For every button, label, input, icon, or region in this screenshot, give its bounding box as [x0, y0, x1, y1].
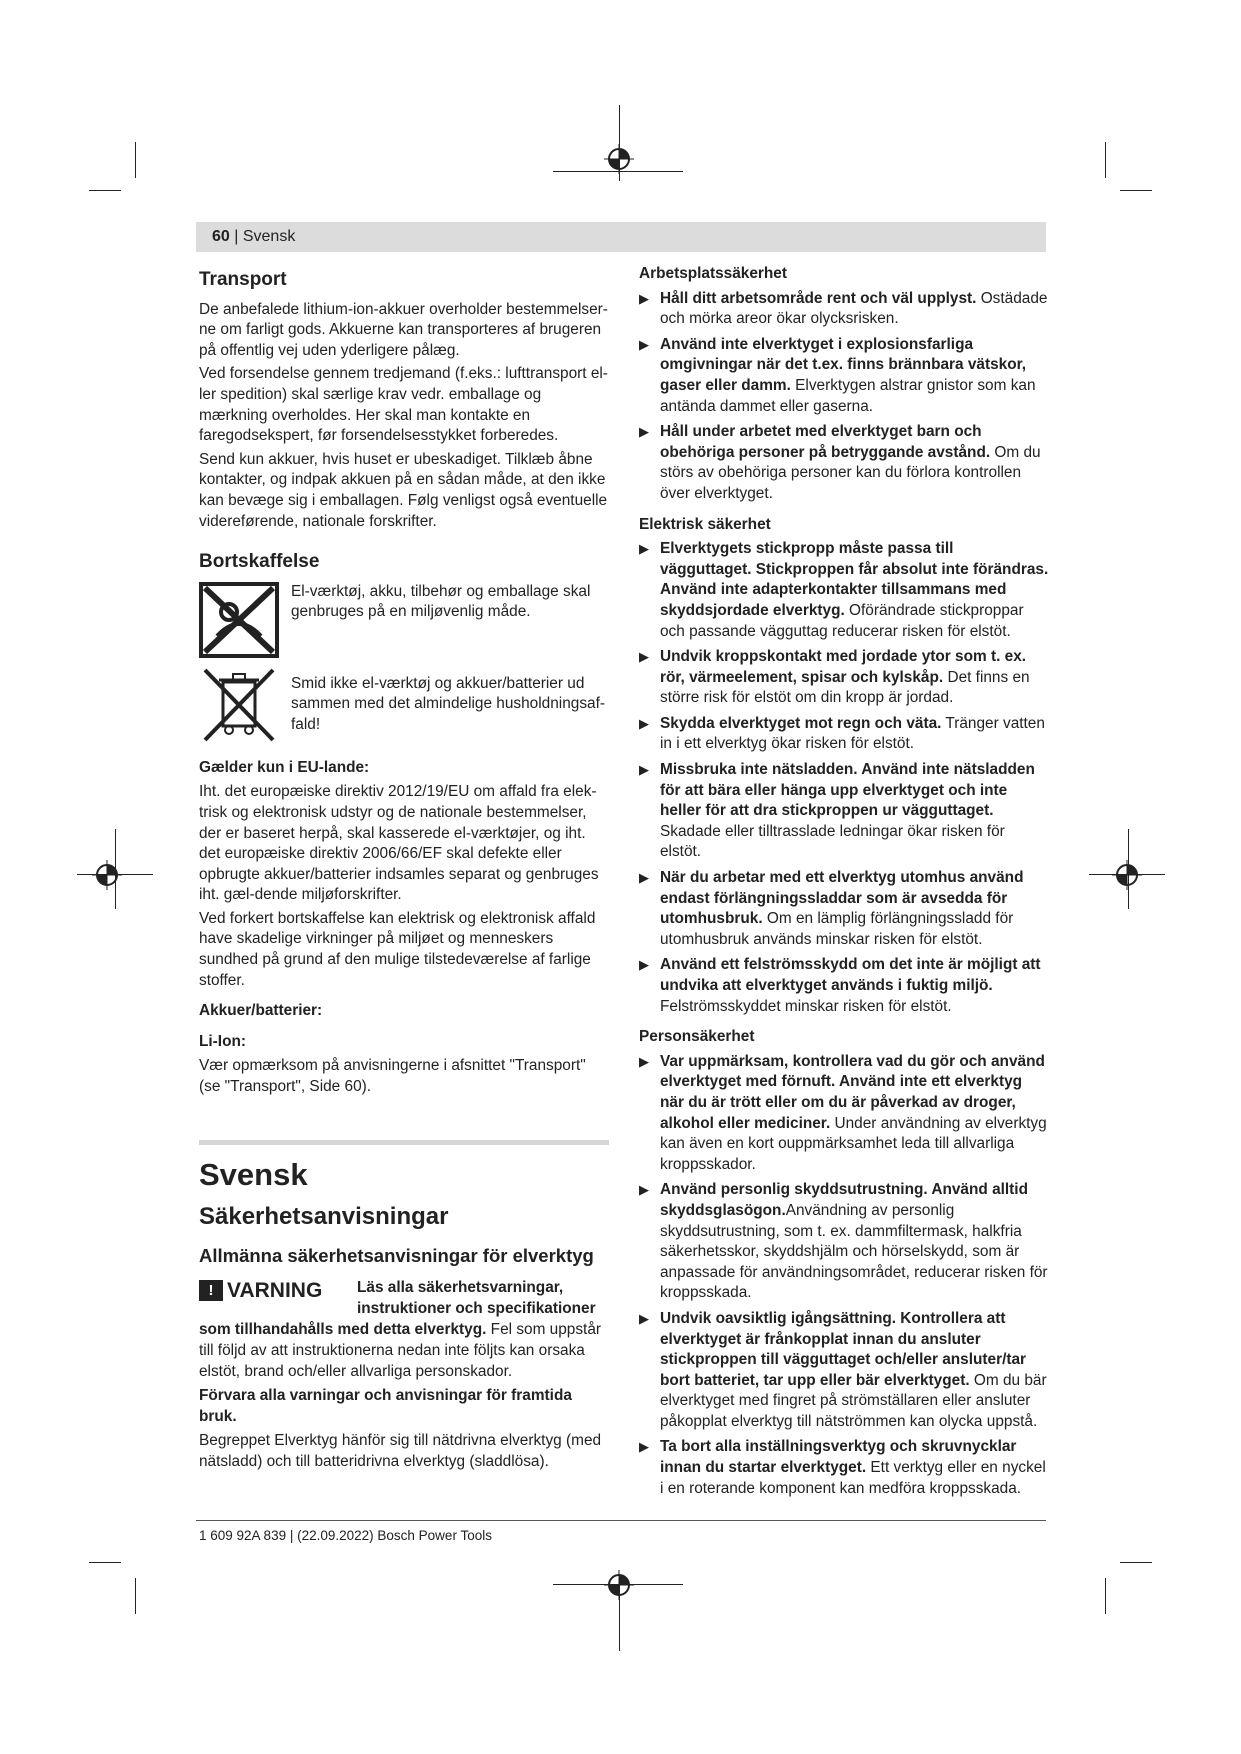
weee-notice	[199, 666, 609, 742]
batteries-heading: Akkuer/batterier:	[199, 1002, 323, 1020]
safety-list	[639, 1052, 1049, 1499]
bullet-icon: ▶	[639, 957, 649, 973]
bullet-icon: ▶	[639, 870, 649, 886]
bullet-icon: ▶	[639, 424, 649, 440]
bullet-icon: ▶	[639, 715, 649, 731]
header-language: Svensk	[242, 228, 296, 245]
bullet-icon: ▶	[639, 1310, 649, 1326]
list-item: ▶ Elverktygets stickpropp måste passa till vägguttaget. Stickproppen får absolut inte förändras. Använd inte adapterkontakter tillsammans med skyddsjordade elverktyg. Oförändrade stickproppar och passande vägguttag reducerar risken för elstöt.	[639, 540, 1049, 640]
list-item: ▶ Var uppmärksam, kontrollera vad du gör och använd elverktyget med förnuft. Använd inte ett elverktyg när du är trött eller om du är påverkad av droger, alkohol eller mediciner. Under användning av elverktyg kan även en kort ouppmärksamhet leda till allvarliga kroppsskador.	[639, 1052, 1047, 1173]
crop-mark	[89, 190, 121, 191]
warning-label-text: VARNING	[227, 1278, 323, 1302]
eu-paragraph-2: Ved forkert bortskaffelse kan elektrisk og elektronisk affald have skadelige virkninger på miljøet og menneskers sundhed på grund af den mulige tilstedeværelse af farlige stoffer.	[199, 909, 596, 989]
section-heading: Personsäkerhet	[639, 1028, 755, 1046]
warning-label	[199, 1280, 322, 1301]
list-item: ▶ Håll under arbetet med elverktyget barn och obehöriga personer på betryggande avstånd. Om du störs av obehöriga personer kan du förlora kontrollen över elverktyget.	[639, 423, 1041, 502]
keep-instructions	[199, 1386, 609, 1427]
warning-rest: Fel som uppstår till följd av att instruktionerna nedan inte följts kan orsaka elstöt, brand och/eller allvarliga personskador.	[199, 1321, 602, 1380]
bullet-icon: ▶	[639, 336, 649, 352]
registration-target-icon	[1112, 860, 1142, 890]
definition-text: Begreppet Elverktyg hänför sig till nätdrivna elverktyg (med nätsladd) och till batteridrivna elverktyg (sladdlösa).	[199, 1432, 602, 1470]
weee-text: Smid ikke el-værktøj og akkuer/batterier ud sammen med det almindelige husholdningsaf-fald!	[291, 674, 605, 733]
list-item: ▶ Missbruka inte nätsladden. Använd inte nätsladden för att bära eller hänga upp elverktyget och inte heller för att dra stickproppen ur vägguttaget. Skadade eller tilltrasslade ledningar ökar risken för elstöt.	[639, 761, 1035, 861]
transport-paragraph-3: Send kun akkuer, hvis huset er ubeskadiget. Tilklæb åbne kontakter, og indpak akkuen på en sådan måde, at den ikke kan bevæge sig i emballagen. Følg venligst også eventuelle videreførende, nationale forskrifter.	[199, 450, 608, 530]
bullet-icon: ▶	[639, 762, 649, 778]
bullet-icon: ▶	[639, 290, 649, 306]
section-divider	[199, 1140, 609, 1145]
registration-target-icon	[604, 1570, 634, 1600]
warning-paragraph	[199, 1320, 609, 1382]
list-item: ▶ Använd ett felströmsskydd om det inte är möjligt att undvika att elverktyget används i fuktig miljö. Felströmsskyddet minskar risken för elstöt.	[639, 956, 1041, 1015]
crop-mark	[1120, 190, 1152, 191]
list-item: ▶ Undvik kroppskontakt med jordade ytor som t. ex. rör, värmeelement, spisar och kylskåp. Det finns en större risk för elstöt om din kropp är jordad.	[639, 648, 1030, 707]
list-item: ▶ Håll ditt arbetsområde rent och väl upplyst. Ostädade och mörka areor ökar olycksrisken.	[639, 289, 1048, 328]
warning-icon: !	[199, 1280, 223, 1301]
list-item: ▶ Använd inte elverktyget i explosionsfarliga omgivningar när det t.ex. finns brännbara vätskor, gaser eller damm. Elverktygen alstrar gnistor som kan antända dammet eller gaserna.	[639, 335, 1036, 415]
bullet-icon: ▶	[639, 1053, 649, 1069]
warning-bold-continued: som tillhandahålls med detta elverktyg.	[199, 1321, 487, 1339]
safety-list	[639, 539, 1049, 1017]
crop-mark	[1120, 1562, 1152, 1563]
recycle-notice	[199, 582, 609, 658]
transport-heading: Transport	[199, 269, 287, 290]
liion-text: Vær opmærksom på anvisningerne i afsnittet "Transport" (se "Transport", Side 60).	[199, 1057, 586, 1096]
eu-heading: Gælder kun i EU-lande:	[199, 758, 370, 776]
keep-instructions-text: Förvara alla varningar och anvisningar för framtida bruk.	[199, 1387, 572, 1425]
list-item: ▶ Ta bort alla inställningsverktyg och skruvnycklar innan du startar elverktyget. Ett verktyg eller en nyckel i en roterande komponent kan medföra kroppsskada.	[639, 1438, 1046, 1497]
crossed-bin-icon	[199, 666, 279, 742]
bullet-icon: ▶	[639, 1439, 649, 1455]
section-heading: Elektrisk säkerhet	[639, 515, 771, 533]
registration-target-icon	[92, 860, 122, 890]
recycle-text: El-værktøj, akku, tilbehør og emballage skal genbruges på en miljøvenlig måde.	[291, 582, 591, 621]
eu-paragraph-1: Iht. det europæiske direktiv 2012/19/EU om affald fra elek-trisk og elektronisk udstyr og de nationale bestemmelser, der er baseret herpå, skal kasserede el-værktøjer, og iht. det europæiske direktiv 2006/66/EF skal defekte eller opbrugte akkuer/batterier indsamles separat og genbruges iht. gæl-dende miljøforskrifter.	[199, 783, 599, 904]
general-safety-title: Allmänna säkerhetsanvisningar för elverktyg	[199, 1244, 594, 1266]
section-heading: Arbetsplatssäkerhet	[639, 265, 787, 282]
transport-paragraph-2: Ved forsendelse gennem tredjemand (f.eks.: lufttransport el-ler spedition) skal særlige krav vedr. emballage og mærkning overholdes. Her skal man kontakte en faregodsekspert, før forsendelsesstykket forberedes.	[199, 365, 608, 445]
safety-list	[639, 289, 1049, 505]
transport-paragraph-1: De anbefalede lithium-ion-akkuer overholder bestemmelser-ne om farligt gods. Akkuerne kan transporteres af brugeren på offentlig vej uden yderligere pålæg.	[199, 300, 608, 359]
bullet-icon: ▶	[639, 541, 649, 557]
left-column	[199, 264, 609, 1476]
warning-text-top: Läs alla säkerhetsvarningar, instruktioner och specifikationer	[357, 1279, 596, 1317]
safety-title: Säkerhetsanvisningar	[199, 1203, 449, 1231]
right-column	[639, 264, 1049, 1504]
bullet-icon: ▶	[639, 1182, 649, 1198]
crop-mark	[1105, 1578, 1106, 1614]
page-footer: 1 609 92A 839 | (22.09.2022) Bosch Power Tools	[199, 1528, 492, 1543]
liion-heading: Li-Ion:	[199, 1032, 247, 1050]
page-number: 60	[212, 228, 230, 245]
list-item: ▶ Skydda elverktyget mot regn och väta. Tränger vatten in i ett elverktyg ökar risken för elstöt.	[639, 714, 1045, 753]
list-item: ▶ Undvik oavsiktlig igångsättning. Kontrollera att elverktyget är frånkopplat innan du ansluter stickproppen till vägguttaget och/eller ansluter/tar bort batteriet, tar upp eller bär elverktyget. Om du bär elverktyget med fingret på strömställaren eller ansluter påkopplat elverktyg till nätströmmen kan olycka uppstå.	[639, 1309, 1047, 1430]
crop-mark	[135, 1578, 136, 1614]
footer-rule	[196, 1520, 1046, 1521]
registration-target-icon	[604, 144, 634, 174]
page-header: 60 | Svensk	[196, 222, 1046, 252]
crop-mark	[89, 1562, 121, 1563]
language-title: Svensk	[199, 1156, 308, 1192]
list-item: ▶ Använd personlig skyddsutrustning. Använd alltid skyddsglasögon.Användning av personlig skyddsutrustning, som t. ex. dammfiltermask, halkfria säkerhetsskor, skyddshjälm och hörselskydd, som är anpassade för användningsområdet, reducerar risken för kroppsskada.	[639, 1181, 1048, 1302]
crop-mark	[135, 142, 136, 178]
no-landfill-icon	[199, 582, 279, 658]
disposal-heading: Bortskaffelse	[199, 551, 320, 573]
bullet-icon: ▶	[639, 649, 649, 665]
warning-block	[199, 1278, 609, 1320]
list-item: ▶ När du arbetar med ett elverktyg utomhus använd endast förlängningssladdar som är avsedda för utomhusbruk. Om en lämplig förlängningssladd för utomhusbruk används minskar risken för elstöt.	[639, 869, 1024, 948]
crop-mark	[1105, 142, 1106, 178]
